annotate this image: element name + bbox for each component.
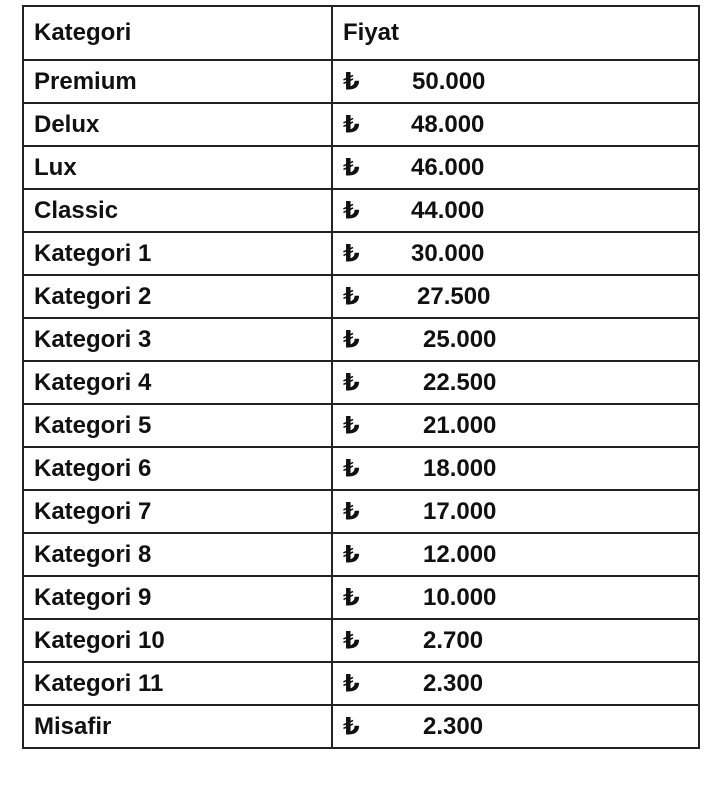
price-cell xyxy=(332,103,699,146)
price-cell xyxy=(332,576,699,619)
category-label: Premium xyxy=(34,67,137,95)
currency-symbol: ₺ xyxy=(343,111,360,138)
price-cell xyxy=(332,60,699,103)
category-label: Lux xyxy=(34,153,77,181)
price-value: 10.000 xyxy=(423,583,497,611)
currency-symbol: ₺ xyxy=(343,283,360,310)
table-row xyxy=(23,404,699,447)
category-label: Kategori 11 xyxy=(34,669,164,697)
table-row xyxy=(23,619,699,662)
category-cell xyxy=(23,705,332,748)
currency-symbol: ₺ xyxy=(343,584,360,611)
table-row xyxy=(23,146,699,189)
price-cell xyxy=(332,275,699,318)
price-value: 48.000 xyxy=(411,110,485,138)
table-row xyxy=(23,60,699,103)
header-category-label: Kategori xyxy=(34,19,132,46)
currency-symbol: ₺ xyxy=(343,68,360,95)
price-cell xyxy=(332,146,699,189)
price-cell xyxy=(332,447,699,490)
currency-symbol: ₺ xyxy=(343,713,360,740)
price-value: 25.000 xyxy=(423,325,497,353)
category-label: Classic xyxy=(34,196,119,224)
category-cell xyxy=(23,60,332,103)
price-cell xyxy=(332,361,699,404)
price-value: 2.300 xyxy=(423,669,484,697)
currency-symbol: ₺ xyxy=(343,498,360,525)
price-value: 22.500 xyxy=(423,368,497,396)
currency-symbol: ₺ xyxy=(343,670,360,697)
category-cell xyxy=(23,361,332,404)
category-cell xyxy=(23,275,332,318)
category-cell xyxy=(23,103,332,146)
price-value: 30.000 xyxy=(411,239,485,267)
currency-symbol: ₺ xyxy=(343,154,360,181)
table-row xyxy=(23,576,699,619)
table-row xyxy=(23,490,699,533)
currency-symbol: ₺ xyxy=(343,541,360,568)
table-row xyxy=(23,705,699,748)
category-label: Kategori 1 xyxy=(34,239,152,267)
category-label: Kategori 2 xyxy=(34,282,152,310)
price-cell xyxy=(332,662,699,705)
price-value: 50.000 xyxy=(412,67,486,95)
category-label: Kategori 7 xyxy=(34,497,152,525)
price-cell xyxy=(332,232,699,275)
category-label: Kategori 10 xyxy=(34,626,165,654)
category-cell xyxy=(23,662,332,705)
price-cell xyxy=(332,705,699,748)
table-row xyxy=(23,533,699,576)
currency-symbol: ₺ xyxy=(343,326,360,353)
header-price-label: Fiyat xyxy=(343,19,400,46)
currency-symbol: ₺ xyxy=(343,240,360,267)
price-value: 2.700 xyxy=(423,626,484,654)
category-label: Kategori 4 xyxy=(34,368,152,396)
table-row xyxy=(23,275,699,318)
price-cell xyxy=(332,318,699,361)
category-label: Delux xyxy=(34,110,100,138)
category-cell xyxy=(23,318,332,361)
category-cell xyxy=(23,404,332,447)
table-header-row xyxy=(23,6,699,60)
category-cell xyxy=(23,189,332,232)
price-cell xyxy=(332,490,699,533)
currency-symbol: ₺ xyxy=(343,627,360,654)
category-label: Kategori 3 xyxy=(34,325,152,353)
header-price xyxy=(332,6,699,60)
price-value: 27.500 xyxy=(417,282,491,310)
category-cell xyxy=(23,619,332,662)
table-row xyxy=(23,189,699,232)
currency-symbol: ₺ xyxy=(343,197,360,224)
price-value: 18.000 xyxy=(423,454,497,482)
table-row xyxy=(23,103,699,146)
currency-symbol: ₺ xyxy=(343,369,360,396)
category-label: Kategori 9 xyxy=(34,583,152,611)
price-cell xyxy=(332,533,699,576)
price-value: 44.000 xyxy=(411,196,485,224)
price-cell xyxy=(332,189,699,232)
price-value: 46.000 xyxy=(411,153,485,181)
table-row xyxy=(23,447,699,490)
category-label: Kategori 6 xyxy=(34,454,152,482)
category-label: Misafir xyxy=(34,712,112,740)
table-row xyxy=(23,232,699,275)
currency-symbol: ₺ xyxy=(343,455,360,482)
table-row xyxy=(23,662,699,705)
category-cell xyxy=(23,533,332,576)
currency-symbol: ₺ xyxy=(343,412,360,439)
price-cell xyxy=(332,404,699,447)
table-row xyxy=(23,318,699,361)
price-value: 2.300 xyxy=(423,712,484,740)
header-category xyxy=(23,6,332,60)
category-label: Kategori 8 xyxy=(34,540,152,568)
table-row xyxy=(23,361,699,404)
category-cell xyxy=(23,490,332,533)
price-cell xyxy=(332,619,699,662)
category-cell xyxy=(23,232,332,275)
price-value: 12.000 xyxy=(423,540,497,568)
category-label: Kategori 5 xyxy=(34,411,152,439)
price-value: 21.000 xyxy=(423,411,497,439)
category-cell xyxy=(23,447,332,490)
price-value: 17.000 xyxy=(423,497,497,525)
category-cell xyxy=(23,576,332,619)
price-table xyxy=(22,5,700,749)
category-cell xyxy=(23,146,332,189)
